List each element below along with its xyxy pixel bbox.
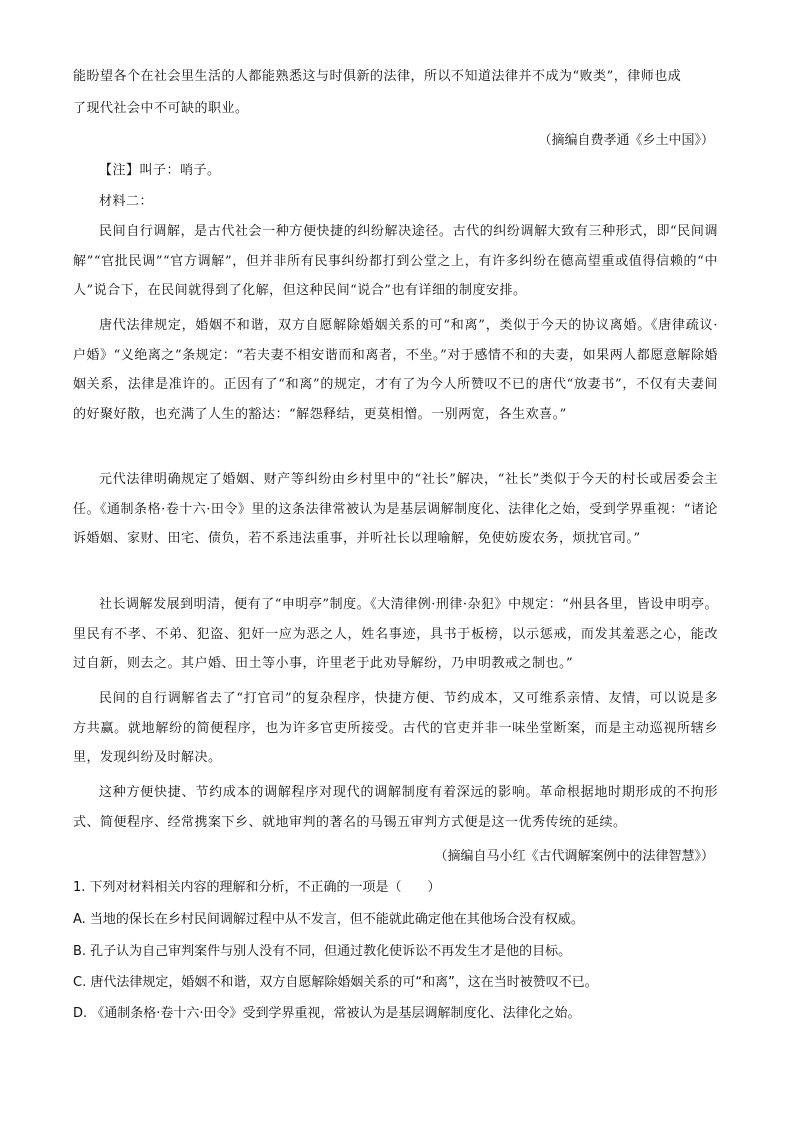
material2-paragraph-4: 社长调解发展到明清，便有了“申明亭”制度。《大清律例·刑律·杂犯》中规定：“州县各里，皆设申明亭。里民有不孝、不弟、犯盗、犯奸一应为恶之人，姓名事迹，具书于板榜，以示惩戒，而发其羞恶之心，能改过自新，则去之。其户婚、田土等小事，许里老于此劝导解纷，乃申明教戒之制也。” [73,597,718,671]
material1-tail-line2: 了现代社会中不可缺的职业。 [73,101,249,116]
material2-paragraph-5: 民间的自行调解省去了“打官司”的复杂程序，快捷方便、节约成本，又可维系亲情、友情，可以说是多方共赢。就地解纷的简便程序，也为许多官吏所接受。古代的官吏并非一味坐堂断案，而是主动巡视所辖乡里，发现纠纷及时解决。 [73,691,718,765]
note: 【注】叫子：哨子。 [99,163,221,178]
material1-tail-line1: 能盼望各个在社会里生活的人都能熟悉这与时俱新的法律，所以不知道法律并不成为“败类”，律师也成 [73,69,682,84]
material2-paragraph-1: 民间自行调解，是古代社会一种方便快捷的纠纷解决途径。古代的纠纷调解大致有三种形式，即“民间调解”“官批民调”“官方调解”，但并非所有民事纠纷都打到公堂之上，有许多纠纷在德高望重或值得信赖的“中人”说合下，在民间就得到了化解，但这种民间“说合”也有详细的制度安排。 [73,224,718,298]
question-stem: 1. 下列对材料相关内容的理解和分析，不正确的一项是（ ） [73,880,441,895]
option-a[interactable]: A. 当地的保长在乡村民间调解过程中从不发言，但不能就此确定他在其他场合没有权威。 [73,912,584,927]
material2-paragraph-2: 唐代法律规定，婚姻不和谐，双方自愿解除婚姻关系的可“和离”，类似于今天的协议离婚。《唐律疏议·户婚》“义绝离之”条规定：“若夫妻不相安谐而和离者，不坐。”对于感情不和的夫妻，如果两人都愿意解除婚姻关系，法律是准许的。正因有了“和离”的规定，才有了为今人所赞叹不已的唐代“放妻书”，不仅有夫妻间的好聚好散，也充满了人生的豁达：“解怨释结，更莫相憎。一别两宽，各生欢喜。” [73,318,718,422]
source-citation-1: （摘编自费孝通《乡土中国》） [538,133,714,148]
source-citation-2: （摘编自马小红《古代调解案例中的法律智慧》） [434,849,714,864]
option-d[interactable]: D. 《通制条格·卷十六·田令》受到学界重视，常被认为是基层调解制度化、法律化之始。 [73,1006,581,1021]
option-b[interactable]: B. 孔子认为自己审判案件与别人没有不同，但通过教化使诉讼不再发生才是他的目标。 [73,944,572,959]
option-c[interactable]: C. 唐代法律规定，婚姻不和谐，双方自愿解除婚姻关系的可“和离”，这在当时被赞叹不已。 [73,975,598,990]
material2-paragraph-6: 这种方便快捷、节约成本的调解程序对现代的调解制度有着深远的影响。革命根据地时期形成的不拘形式、简便程序、经常携案下乡、就地审判的著名的马锡五审判方式便是这一优秀传统的延续。 [73,785,718,830]
material2-paragraph-3: 元代法律明确规定了婚姻、财产等纠纷由乡村里中的“社长”解决，“社长”类似于今天的村长或居委会主任。《通制条格·卷十六·田令》里的这条法律常被认为是基层调解制度化、法律化之始，受到学界重视：“诸论诉婚姻、家财、田宅、债负，若不系违法重事，并听社长以理喻解，免使妨废农务，烦扰官司。” [73,472,718,546]
material2-label: 材料二： [99,194,154,209]
